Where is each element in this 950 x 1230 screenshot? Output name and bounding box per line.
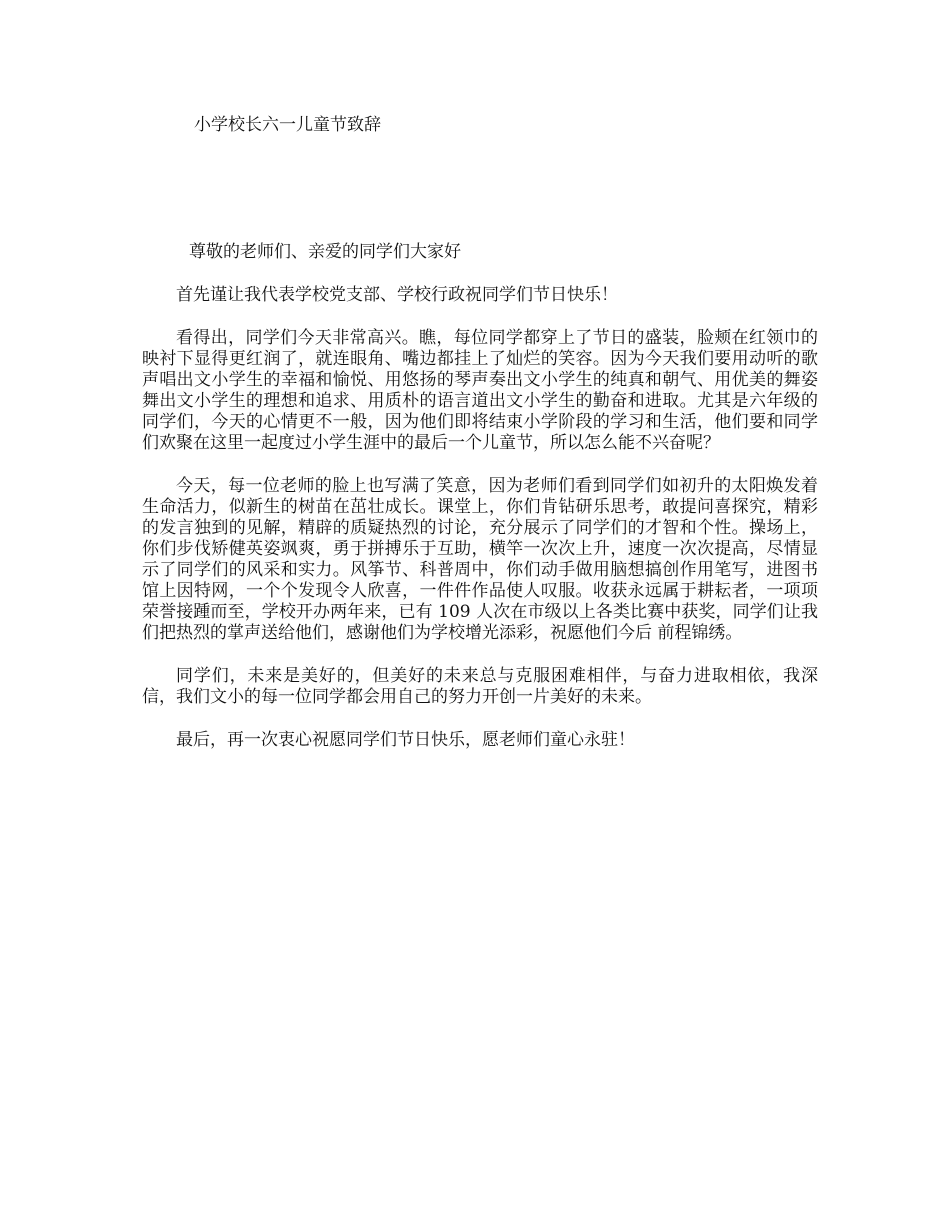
speech-body: [142, 285, 818, 773]
paragraph-achievements: 今天，每一位老师的脸上也写满了笑意，因为老师们看到同学们如初升的太阳焕发着生命活力，似新生的树苗在茁壮成长。课堂上，你们肯钻研乐思考，敢提问喜探究，精彩的发言独到的见解，精辟的质疑热烈的讨论，充分展示了同学们的才智和个性。操场上，你们步伐矫健英姿飒爽，勇于拼搏乐于互助，横竿一次次上升，速度一次次提高，尽情显示了同学们的风采和实力。风筝节、科普周中，你们动手做用脑想搞创作用笔写，进图书馆上因特网，一个个发现令人欣喜，一件件作品使人叹服。收获永远属于耕耘者，一项项荣誉接踵而至，学校开办两年来，已有 109 人次在市级以上各类比赛中获奖，同学们让我们把热烈的掌声送给他们，感谢他们为学校增光添彩，祝愿他们今后 前程锦绣。: [142, 476, 818, 643]
paragraph-future: 同学们，未来是美好的，但美好的未来总与克服困难相伴，与奋力进取相依，我深信，我们文小的每一位同学都会用自己的努力开创一片美好的未来。: [142, 666, 818, 707]
paragraph-opening: 首先谨让我代表学校党支部、学校行政祝同学们节日快乐！: [176, 285, 618, 305]
greeting-line: 尊敬的老师们、亲爱的同学们大家好: [189, 242, 461, 262]
document-title: 小学校长六一儿童节致辞: [194, 115, 381, 135]
paragraph-closing: 最后，再一次衷心祝愿同学们节日快乐，愿老师们童心永驻！: [176, 730, 635, 750]
paragraph-celebration: 看得出，同学们今天非常高兴。瞧，每位同学都穿上了节日的盛装，脸颊在红领巾的映衬下显得更红润了，就连眼角、嘴边都挂上了灿烂的笑容。因为今天我们要用动听的歌声唱出文小学生的幸福和愉悦、用悠扬的琴声奏出文小学生的纯真和朝气、用优美的舞姿舞出文小学生的理想和追求、用质朴的语言道出文小学生的勤奋和进取。尤其是六年级的同学们，今天的心情更不一般，因为他们即将结束小学阶段的学习和生活，他们要和同学们欢聚在这里一起度过小学生涯中的最后一个儿童节，所以怎么能不兴奋呢？: [142, 328, 818, 453]
